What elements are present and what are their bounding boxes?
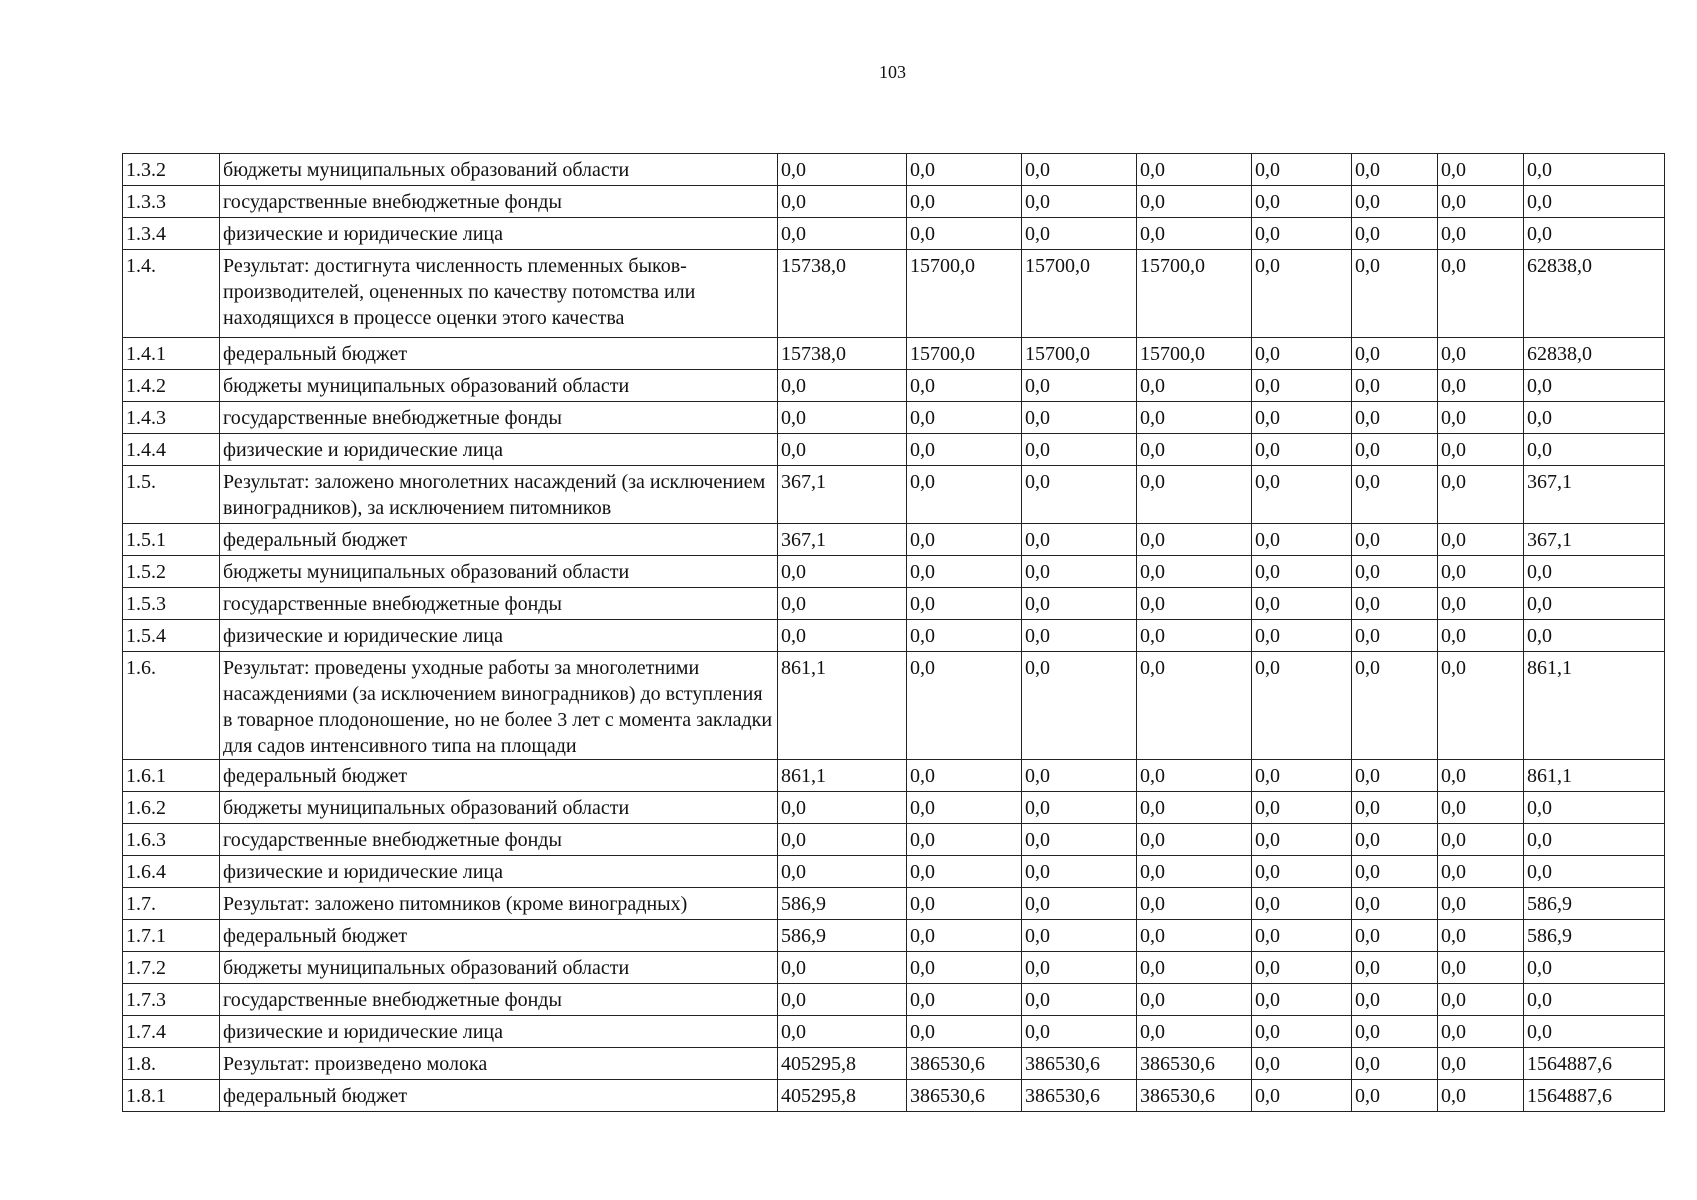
budget-table [122,153,1665,1112]
row-label: государственные внебюджетные фонды [220,588,778,620]
row-code: 1.4.2 [123,370,220,402]
table-row [123,218,1665,250]
row-value: 0,0 [1252,920,1352,952]
row-value: 0,0 [1022,824,1137,856]
row-value: 0,0 [1352,524,1438,556]
row-value: 0,0 [1438,338,1524,370]
row-label: физические и юридические лица [220,1016,778,1048]
row-label: государственные внебюджетные фонды [220,186,778,218]
row-value: 0,0 [1438,888,1524,920]
row-total: 367,1 [1524,466,1665,524]
row-value: 0,0 [1252,466,1352,524]
table-row [123,402,1665,434]
row-value: 0,0 [1252,154,1352,186]
row-value: 15700,0 [1022,250,1137,338]
row-value: 0,0 [1438,434,1524,466]
row-value: 0,0 [1352,434,1438,466]
row-value: 0,0 [1252,1080,1352,1112]
row-value: 0,0 [1137,588,1252,620]
row-value: 0,0 [1438,920,1524,952]
row-value: 0,0 [1137,920,1252,952]
row-value: 586,9 [778,920,907,952]
row-value: 0,0 [1022,652,1137,760]
row-value: 405295,8 [778,1080,907,1112]
row-value: 386530,6 [1022,1080,1137,1112]
row-label: Результат: заложено многолетних насаждений (за исключением виноградников), за исключением питомников [220,466,778,524]
row-value: 0,0 [1137,186,1252,218]
row-value: 15700,0 [907,250,1022,338]
row-value: 0,0 [1438,856,1524,888]
row-value: 0,0 [1137,620,1252,652]
row-code: 1.7.4 [123,1016,220,1048]
row-code: 1.4.4 [123,434,220,466]
row-value: 386530,6 [1137,1080,1252,1112]
row-total: 0,0 [1524,370,1665,402]
table-row [123,434,1665,466]
row-value: 0,0 [1352,466,1438,524]
row-value: 0,0 [1137,402,1252,434]
page-number: 103 [879,62,906,82]
row-value: 0,0 [1022,760,1137,792]
row-value: 0,0 [1022,888,1137,920]
row-value: 0,0 [907,524,1022,556]
row-value: 0,0 [907,620,1022,652]
row-label: Результат: проведены уходные работы за многолетними насаждениями (за исключением виноградников) до вступления в товарное плодоношение, но не более 3 лет с момента закладки для садов интенсивного типа на площади [220,652,778,760]
row-value: 0,0 [1137,856,1252,888]
row-value: 0,0 [1352,1048,1438,1080]
row-value: 0,0 [1252,1048,1352,1080]
row-value: 0,0 [1022,856,1137,888]
row-label: Результат: достигнута численность племенных быков-производителей, оцененных по качеству потомства или находящихся в процессе оценки этого качества [220,250,778,338]
row-value: 0,0 [1022,370,1137,402]
row-value: 0,0 [1252,556,1352,588]
row-value: 0,0 [1137,556,1252,588]
row-label: бюджеты муниципальных образований области [220,952,778,984]
row-value: 0,0 [907,952,1022,984]
row-value: 0,0 [1352,1080,1438,1112]
row-code: 1.7. [123,888,220,920]
table-row [123,1016,1665,1048]
table-row [123,620,1665,652]
row-value: 367,1 [778,524,907,556]
row-value: 0,0 [1438,524,1524,556]
row-value: 0,0 [1352,952,1438,984]
row-value: 15700,0 [1137,338,1252,370]
row-value: 0,0 [1137,760,1252,792]
row-value: 0,0 [778,824,907,856]
row-code: 1.6. [123,652,220,760]
row-code: 1.5. [123,466,220,524]
row-total: 62838,0 [1524,338,1665,370]
row-value: 15700,0 [907,338,1022,370]
row-value: 0,0 [1352,588,1438,620]
row-value: 0,0 [1352,824,1438,856]
table-row [123,1080,1665,1112]
row-value: 0,0 [907,984,1022,1016]
row-value: 15700,0 [1137,250,1252,338]
row-value: 0,0 [778,856,907,888]
row-label: бюджеты муниципальных образований области [220,792,778,824]
row-value: 0,0 [1137,218,1252,250]
row-value: 0,0 [1438,1080,1524,1112]
row-value: 386530,6 [907,1048,1022,1080]
row-value: 0,0 [907,434,1022,466]
row-value: 0,0 [907,402,1022,434]
row-value: 0,0 [1438,984,1524,1016]
row-total: 0,0 [1524,984,1665,1016]
row-code: 1.5.3 [123,588,220,620]
table-row [123,556,1665,588]
row-value: 386530,6 [1137,1048,1252,1080]
row-total: 861,1 [1524,652,1665,760]
row-value: 15738,0 [778,250,907,338]
row-total: 367,1 [1524,524,1665,556]
table-row [123,524,1665,556]
row-label: государственные внебюджетные фонды [220,984,778,1016]
row-value: 0,0 [1022,186,1137,218]
row-code: 1.6.1 [123,760,220,792]
row-value: 367,1 [778,466,907,524]
row-value: 0,0 [1022,524,1137,556]
row-value: 0,0 [1438,1048,1524,1080]
row-value: 0,0 [1252,620,1352,652]
row-value: 0,0 [1252,588,1352,620]
row-label: бюджеты муниципальных образований области [220,154,778,186]
row-label: бюджеты муниципальных образований области [220,370,778,402]
row-value: 0,0 [1137,154,1252,186]
row-total: 0,0 [1524,620,1665,652]
row-value: 861,1 [778,652,907,760]
row-value: 0,0 [1438,620,1524,652]
row-value: 0,0 [778,370,907,402]
row-value: 0,0 [1352,888,1438,920]
row-code: 1.6.3 [123,824,220,856]
row-total: 0,0 [1524,1016,1665,1048]
row-value: 0,0 [1022,434,1137,466]
row-value: 0,0 [778,434,907,466]
row-value: 386530,6 [907,1080,1022,1112]
row-value: 0,0 [1137,434,1252,466]
table-row [123,370,1665,402]
row-value: 0,0 [1438,186,1524,218]
row-value: 0,0 [1252,250,1352,338]
row-value: 0,0 [1137,792,1252,824]
row-value: 0,0 [1352,338,1438,370]
row-total: 0,0 [1524,588,1665,620]
row-total: 0,0 [1524,218,1665,250]
row-value: 0,0 [1252,434,1352,466]
row-value: 0,0 [1352,154,1438,186]
row-value: 0,0 [1352,370,1438,402]
row-value: 0,0 [1252,218,1352,250]
row-value: 0,0 [1022,952,1137,984]
row-value: 0,0 [1137,1016,1252,1048]
row-value: 0,0 [907,652,1022,760]
row-value: 0,0 [1022,792,1137,824]
row-value: 0,0 [1022,620,1137,652]
row-code: 1.6.2 [123,792,220,824]
row-value: 0,0 [1352,920,1438,952]
row-value: 0,0 [778,218,907,250]
row-total: 0,0 [1524,792,1665,824]
table-row [123,856,1665,888]
row-value: 0,0 [907,888,1022,920]
row-label: федеральный бюджет [220,524,778,556]
row-value: 0,0 [1438,760,1524,792]
row-label: Результат: заложено питомников (кроме виноградных) [220,888,778,920]
table-row [123,338,1665,370]
row-total: 0,0 [1524,402,1665,434]
row-label: физические и юридические лица [220,856,778,888]
table-row [123,824,1665,856]
row-value: 586,9 [778,888,907,920]
row-value: 0,0 [1438,792,1524,824]
table-row [123,984,1665,1016]
table-row [123,466,1665,524]
row-value: 0,0 [1022,154,1137,186]
row-value: 0,0 [778,792,907,824]
row-code: 1.5.2 [123,556,220,588]
row-label: федеральный бюджет [220,338,778,370]
row-code: 1.7.1 [123,920,220,952]
row-code: 1.3.4 [123,218,220,250]
table-row [123,186,1665,218]
row-value: 0,0 [1352,250,1438,338]
row-value: 0,0 [1352,984,1438,1016]
row-value: 0,0 [1352,402,1438,434]
row-value: 0,0 [907,856,1022,888]
row-label: государственные внебюджетные фонды [220,402,778,434]
row-value: 0,0 [1438,588,1524,620]
table-row [123,920,1665,952]
row-value: 0,0 [1438,154,1524,186]
row-value: 0,0 [1137,952,1252,984]
row-label: федеральный бюджет [220,920,778,952]
row-total: 586,9 [1524,888,1665,920]
row-value: 0,0 [1252,338,1352,370]
row-value: 0,0 [1352,1016,1438,1048]
row-total: 0,0 [1524,824,1665,856]
row-value: 15738,0 [778,338,907,370]
row-value: 0,0 [778,402,907,434]
row-value: 0,0 [907,466,1022,524]
row-value: 0,0 [1137,652,1252,760]
row-value: 0,0 [907,154,1022,186]
row-value: 0,0 [1438,370,1524,402]
row-total: 1564887,6 [1524,1048,1665,1080]
row-value: 0,0 [1252,760,1352,792]
row-value: 0,0 [1352,652,1438,760]
row-value: 0,0 [1252,402,1352,434]
row-value: 0,0 [1252,652,1352,760]
row-value: 0,0 [1438,466,1524,524]
row-code: 1.8. [123,1048,220,1080]
row-value: 0,0 [1137,466,1252,524]
row-code: 1.5.4 [123,620,220,652]
row-value: 0,0 [907,920,1022,952]
table-row [123,792,1665,824]
row-value: 0,0 [778,984,907,1016]
row-value: 0,0 [1022,588,1137,620]
row-total: 586,9 [1524,920,1665,952]
row-value: 0,0 [1137,984,1252,1016]
table-row [123,250,1665,338]
row-total: 0,0 [1524,434,1665,466]
row-value: 0,0 [1022,984,1137,1016]
row-code: 1.8.1 [123,1080,220,1112]
row-total: 0,0 [1524,186,1665,218]
table-body [123,154,1665,1112]
row-value: 0,0 [1137,370,1252,402]
row-value: 0,0 [1252,824,1352,856]
row-value: 0,0 [1352,620,1438,652]
row-value: 0,0 [1252,856,1352,888]
row-label: физические и юридические лица [220,434,778,466]
row-value: 0,0 [1438,952,1524,984]
table-row [123,652,1665,760]
table-row [123,760,1665,792]
row-value: 0,0 [1022,402,1137,434]
row-value: 0,0 [1352,556,1438,588]
row-value: 0,0 [1252,370,1352,402]
row-value: 0,0 [1252,792,1352,824]
row-value: 0,0 [1022,466,1137,524]
row-value: 0,0 [1438,218,1524,250]
row-total: 0,0 [1524,556,1665,588]
row-value: 861,1 [778,760,907,792]
row-value: 0,0 [907,760,1022,792]
table-row [123,154,1665,186]
row-value: 0,0 [1022,920,1137,952]
row-code: 1.4. [123,250,220,338]
row-value: 15700,0 [1022,338,1137,370]
row-value: 0,0 [1352,856,1438,888]
row-code: 1.4.3 [123,402,220,434]
row-value: 0,0 [778,556,907,588]
row-value: 0,0 [1438,402,1524,434]
row-code: 1.5.1 [123,524,220,556]
row-value: 0,0 [907,588,1022,620]
row-value: 0,0 [1252,524,1352,556]
table-row [123,588,1665,620]
row-value: 0,0 [1137,824,1252,856]
row-code: 1.6.4 [123,856,220,888]
row-value: 0,0 [1438,824,1524,856]
row-value: 0,0 [1022,556,1137,588]
row-value: 386530,6 [1022,1048,1137,1080]
row-value: 0,0 [778,186,907,218]
row-value: 0,0 [778,1016,907,1048]
row-value: 0,0 [1352,792,1438,824]
row-value: 0,0 [1352,760,1438,792]
row-total: 0,0 [1524,856,1665,888]
row-value: 0,0 [907,556,1022,588]
row-value: 0,0 [1438,250,1524,338]
row-value: 0,0 [1352,218,1438,250]
row-label: государственные внебюджетные фонды [220,824,778,856]
row-value: 0,0 [907,218,1022,250]
row-label: федеральный бюджет [220,760,778,792]
row-value: 405295,8 [778,1048,907,1080]
row-label: физические и юридические лица [220,620,778,652]
row-value: 0,0 [778,620,907,652]
row-value: 0,0 [1252,186,1352,218]
row-total: 861,1 [1524,760,1665,792]
table-row [123,952,1665,984]
row-label: бюджеты муниципальных образований области [220,556,778,588]
row-value: 0,0 [1137,888,1252,920]
row-total: 62838,0 [1524,250,1665,338]
row-value: 0,0 [1438,556,1524,588]
table-row [123,1048,1665,1080]
row-value: 0,0 [1022,218,1137,250]
row-code: 1.3.2 [123,154,220,186]
row-code: 1.7.2 [123,952,220,984]
row-value: 0,0 [1252,888,1352,920]
row-total: 1564887,6 [1524,1080,1665,1112]
row-value: 0,0 [778,952,907,984]
row-value: 0,0 [907,370,1022,402]
row-value: 0,0 [1022,1016,1137,1048]
row-value: 0,0 [907,824,1022,856]
row-code: 1.3.3 [123,186,220,218]
row-value: 0,0 [1252,952,1352,984]
row-value: 0,0 [1137,524,1252,556]
row-value: 0,0 [1252,984,1352,1016]
row-value: 0,0 [778,154,907,186]
row-total: 0,0 [1524,154,1665,186]
row-value: 0,0 [1352,186,1438,218]
row-code: 1.4.1 [123,338,220,370]
row-code: 1.7.3 [123,984,220,1016]
row-value: 0,0 [1252,1016,1352,1048]
row-value: 0,0 [907,792,1022,824]
row-value: 0,0 [1438,652,1524,760]
table-row [123,888,1665,920]
row-value: 0,0 [907,1016,1022,1048]
row-label: Результат: произведено молока [220,1048,778,1080]
row-value: 0,0 [1438,1016,1524,1048]
row-label: федеральный бюджет [220,1080,778,1112]
row-total: 0,0 [1524,952,1665,984]
row-value: 0,0 [907,186,1022,218]
row-label: физические и юридические лица [220,218,778,250]
row-value: 0,0 [778,588,907,620]
